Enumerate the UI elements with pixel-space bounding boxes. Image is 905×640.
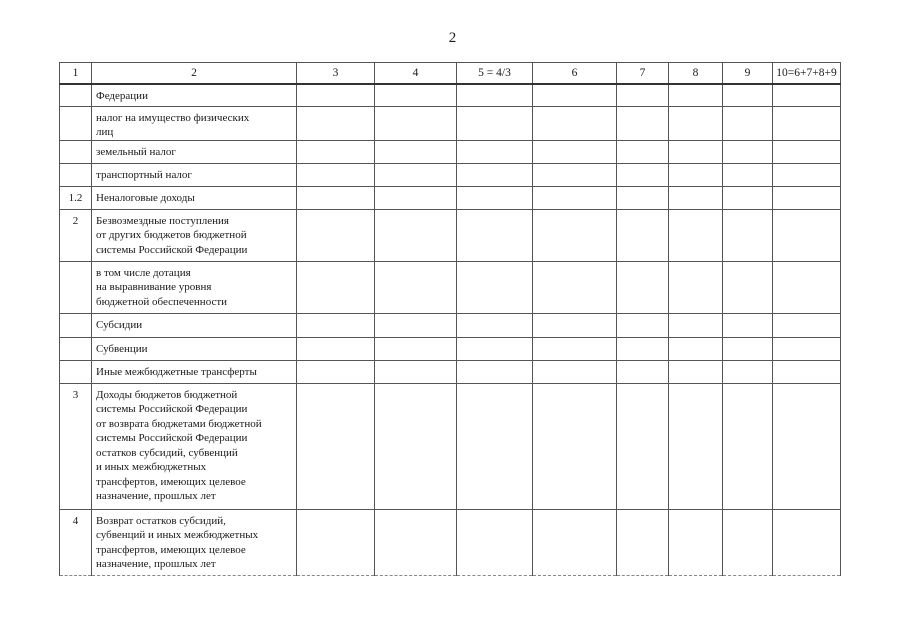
row-name bbox=[92, 186, 297, 209]
value-cell bbox=[773, 140, 841, 163]
row-name-line: системы Российской Федерации bbox=[96, 432, 248, 444]
row-number: 3 bbox=[60, 383, 92, 509]
value-cell bbox=[297, 337, 375, 360]
value-cell bbox=[669, 509, 723, 575]
value-cell bbox=[723, 163, 773, 186]
value-cell bbox=[375, 337, 457, 360]
row-name bbox=[92, 140, 297, 163]
value-cell bbox=[457, 337, 533, 360]
value-cell bbox=[617, 383, 669, 509]
row-name-line: бюджетной обеспеченности bbox=[96, 295, 228, 308]
value-cell bbox=[533, 337, 617, 360]
value-cell bbox=[773, 106, 841, 140]
header-row bbox=[60, 63, 841, 85]
column-header: 7 bbox=[617, 63, 669, 85]
value-cell bbox=[773, 383, 841, 509]
row-name-line: Федерации bbox=[96, 90, 148, 102]
column-header: 9 bbox=[723, 63, 773, 85]
value-cell bbox=[533, 163, 617, 186]
value-cell bbox=[669, 313, 723, 337]
value-cell bbox=[723, 106, 773, 140]
value-cell bbox=[723, 313, 773, 337]
value-cell bbox=[375, 106, 457, 140]
value-cell bbox=[617, 509, 669, 575]
row-name bbox=[92, 337, 297, 360]
row-name-line: от возврата бюджетами бюджетной bbox=[96, 417, 262, 430]
row-number bbox=[60, 163, 92, 186]
value-cell bbox=[297, 84, 375, 106]
table-row bbox=[60, 360, 841, 383]
table-row bbox=[60, 140, 841, 163]
value-cell bbox=[375, 209, 457, 261]
value-cell bbox=[617, 337, 669, 360]
value-cell bbox=[669, 140, 723, 163]
value-cell bbox=[617, 163, 669, 186]
value-cell bbox=[617, 261, 669, 313]
value-cell bbox=[773, 163, 841, 186]
row-number: 4 bbox=[60, 509, 92, 575]
table-row bbox=[60, 209, 841, 261]
value-cell bbox=[723, 337, 773, 360]
value-cell bbox=[533, 509, 617, 575]
value-cell bbox=[723, 261, 773, 313]
value-cell bbox=[533, 313, 617, 337]
value-cell bbox=[669, 106, 723, 140]
row-name-line: Возврат остатков субсидий, bbox=[96, 514, 226, 527]
row-name bbox=[92, 383, 297, 509]
row-number: 2 bbox=[60, 209, 92, 261]
value-cell bbox=[457, 209, 533, 261]
value-cell bbox=[457, 360, 533, 383]
value-cell bbox=[297, 360, 375, 383]
value-cell bbox=[297, 186, 375, 209]
row-name-line: субвенций и иных межбюджетных bbox=[96, 529, 259, 541]
value-cell bbox=[375, 84, 457, 106]
table-row bbox=[60, 509, 841, 575]
row-number bbox=[60, 313, 92, 337]
column-header: 10=6+7+8+9 bbox=[773, 63, 841, 85]
column-header: 6 bbox=[533, 63, 617, 85]
column-header: 5 = 4/3 bbox=[457, 63, 533, 85]
row-name bbox=[92, 261, 297, 313]
page-number: 2 bbox=[448, 30, 457, 46]
value-cell bbox=[723, 186, 773, 209]
column-header: 4 bbox=[375, 63, 457, 85]
value-cell bbox=[457, 106, 533, 140]
row-name-line: назначение, прошлых лет bbox=[96, 490, 216, 502]
budget-table bbox=[59, 62, 841, 576]
value-cell bbox=[375, 186, 457, 209]
value-cell bbox=[533, 383, 617, 509]
value-cell bbox=[457, 140, 533, 163]
row-number bbox=[60, 84, 92, 106]
value-cell bbox=[297, 163, 375, 186]
row-name-line: на выравнивание уровня bbox=[96, 281, 212, 293]
value-cell bbox=[297, 313, 375, 337]
value-cell bbox=[617, 313, 669, 337]
row-name-line: Субвенции bbox=[96, 342, 148, 355]
row-name-line: системы Российской Федерации bbox=[96, 243, 248, 256]
value-cell bbox=[669, 84, 723, 106]
value-cell bbox=[533, 186, 617, 209]
row-name bbox=[92, 209, 297, 261]
table-row bbox=[60, 337, 841, 360]
value-cell bbox=[773, 313, 841, 337]
row-name bbox=[92, 509, 297, 575]
row-number bbox=[60, 140, 92, 163]
table-row bbox=[60, 383, 841, 509]
value-cell bbox=[533, 140, 617, 163]
value-cell bbox=[669, 261, 723, 313]
value-cell bbox=[533, 360, 617, 383]
value-cell bbox=[617, 360, 669, 383]
row-name-line: системы Российской Федерации bbox=[96, 403, 248, 415]
value-cell bbox=[723, 209, 773, 261]
value-cell bbox=[773, 509, 841, 575]
table-body bbox=[60, 84, 841, 575]
table-row bbox=[60, 84, 841, 106]
value-cell bbox=[617, 186, 669, 209]
value-cell bbox=[723, 509, 773, 575]
value-cell bbox=[669, 163, 723, 186]
value-cell bbox=[773, 337, 841, 360]
value-cell bbox=[457, 383, 533, 509]
row-name-line: Безвозмездные поступления bbox=[96, 214, 229, 227]
value-cell bbox=[617, 106, 669, 140]
value-cell bbox=[669, 360, 723, 383]
value-cell bbox=[723, 140, 773, 163]
value-cell bbox=[533, 209, 617, 261]
value-cell bbox=[669, 186, 723, 209]
value-cell bbox=[375, 140, 457, 163]
value-cell bbox=[375, 313, 457, 337]
row-name-line: и иных межбюджетных bbox=[96, 461, 207, 473]
value-cell bbox=[669, 209, 723, 261]
value-cell bbox=[457, 163, 533, 186]
value-cell bbox=[457, 261, 533, 313]
row-number bbox=[60, 337, 92, 360]
row-name-line: назначение, прошлых лет bbox=[96, 558, 216, 570]
value-cell bbox=[457, 313, 533, 337]
value-cell bbox=[773, 360, 841, 383]
row-name-line: Субсидии bbox=[96, 318, 143, 331]
value-cell bbox=[375, 383, 457, 509]
table-row bbox=[60, 106, 841, 140]
value-cell bbox=[533, 84, 617, 106]
value-cell bbox=[375, 360, 457, 383]
row-number bbox=[60, 360, 92, 383]
row-number: 1.2 bbox=[60, 186, 92, 209]
value-cell bbox=[297, 140, 375, 163]
value-cell bbox=[773, 186, 841, 209]
row-name-line: Неналоговые доходы bbox=[96, 191, 195, 204]
value-cell bbox=[375, 261, 457, 313]
row-name bbox=[92, 106, 297, 140]
value-cell bbox=[669, 337, 723, 360]
value-cell bbox=[297, 106, 375, 140]
value-cell bbox=[533, 261, 617, 313]
value-cell bbox=[617, 140, 669, 163]
value-cell bbox=[297, 209, 375, 261]
value-cell bbox=[773, 261, 841, 313]
row-name-line: налог на имущество физических bbox=[96, 111, 250, 124]
row-name bbox=[92, 360, 297, 383]
value-cell bbox=[375, 163, 457, 186]
row-number bbox=[60, 261, 92, 313]
value-cell bbox=[773, 84, 841, 106]
value-cell bbox=[773, 209, 841, 261]
value-cell bbox=[457, 186, 533, 209]
value-cell bbox=[457, 84, 533, 106]
table-row bbox=[60, 313, 841, 337]
row-name bbox=[92, 313, 297, 337]
row-name-line: трансфертов, имеющих целевое bbox=[96, 543, 246, 556]
value-cell bbox=[723, 360, 773, 383]
row-name-line: Доходы бюджетов бюджетной bbox=[96, 388, 238, 401]
value-cell bbox=[457, 509, 533, 575]
value-cell bbox=[297, 383, 375, 509]
value-cell bbox=[723, 383, 773, 509]
row-name-line: лиц bbox=[96, 126, 114, 138]
column-header: 3 bbox=[297, 63, 375, 85]
column-header: 1 bbox=[60, 63, 92, 85]
row-name bbox=[92, 84, 297, 106]
value-cell bbox=[617, 209, 669, 261]
row-name bbox=[92, 163, 297, 186]
row-name-line: остатков субсидий, субвенций bbox=[96, 446, 238, 459]
row-name-line: трансфертов, имеющих целевое bbox=[96, 475, 246, 488]
table-row bbox=[60, 163, 841, 186]
value-cell bbox=[375, 509, 457, 575]
row-name-line: от других бюджетов бюджетной bbox=[96, 229, 247, 241]
value-cell bbox=[669, 383, 723, 509]
table-row bbox=[60, 261, 841, 313]
value-cell bbox=[297, 261, 375, 313]
value-cell bbox=[617, 84, 669, 106]
row-name-line: земельный налог bbox=[96, 145, 176, 158]
row-name-line: Иные межбюджетные трансферты bbox=[96, 365, 257, 378]
column-header: 8 bbox=[669, 63, 723, 85]
row-number bbox=[60, 106, 92, 140]
row-name-line: транспортный налог bbox=[96, 168, 192, 181]
value-cell bbox=[723, 84, 773, 106]
value-cell bbox=[297, 509, 375, 575]
row-name-line: в том числе дотация bbox=[96, 266, 191, 279]
table-row bbox=[60, 186, 841, 209]
value-cell bbox=[533, 106, 617, 140]
column-header: 2 bbox=[92, 63, 297, 85]
